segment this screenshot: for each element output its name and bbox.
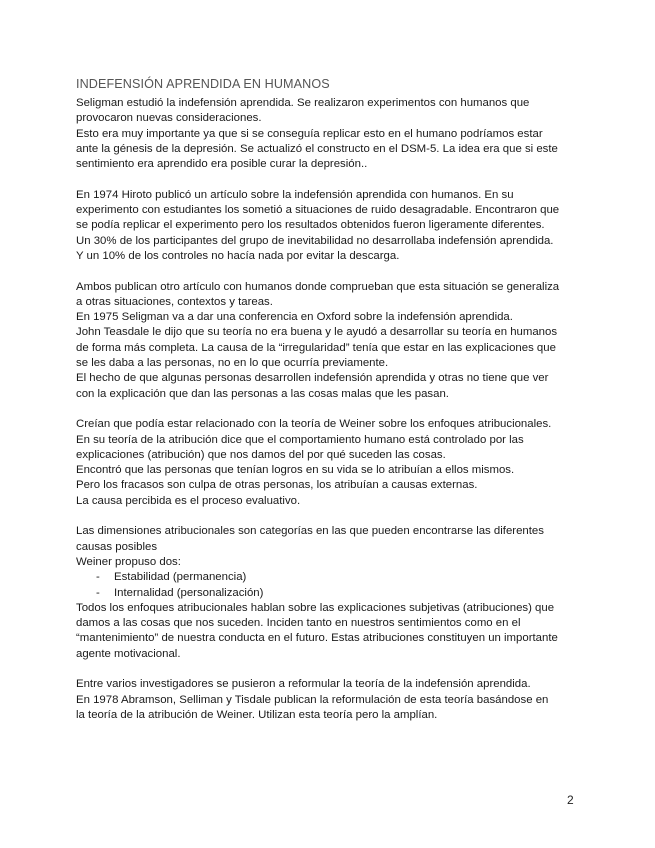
list-item-text: Estabilidad (permanencia) bbox=[114, 571, 247, 584]
paragraph-reformulation bbox=[76, 677, 581, 723]
text-line: sentimiento era aprendido era posible curar la depresión.. bbox=[76, 158, 368, 171]
bullet-dash: - bbox=[96, 571, 100, 584]
text-line: Un 30% de los participantes del grupo de inevitabilidad no desarrollaba indefensión aprendida. bbox=[76, 234, 554, 247]
text-line: “mantenimiento” de nuestra conducta en el futuro. Estas atribuciones constituyen un importante bbox=[76, 632, 558, 645]
list-item-text: Internalidad (personalización) bbox=[114, 586, 264, 599]
bullet-dash: - bbox=[96, 586, 100, 599]
text-line: Ambos publican otro artículo con humanos donde comprueban que esta situación se generaliza bbox=[76, 280, 560, 293]
paragraph-weiner bbox=[76, 417, 581, 509]
text-line: Esto era muy importante ya que si se conseguía replicar esto en el humano podríamos estar bbox=[76, 127, 543, 140]
text-line: causas posibles bbox=[76, 540, 158, 553]
text-line: agente motivacional. bbox=[76, 647, 181, 660]
text-line: Encontró que las personas que tenían logros en su vida se lo atribuían a ellos mismos. bbox=[76, 464, 515, 477]
text-line: La causa percibida es el proceso evaluativo. bbox=[76, 494, 301, 507]
paragraph-dimensions bbox=[76, 524, 581, 662]
list-item bbox=[76, 570, 581, 585]
text-line: Entre varios investigadores se pusieron a reformular la teoría de la indefensión aprendida. bbox=[76, 678, 531, 691]
text-line: El hecho de que algunas personas desarrollen indefensión aprendida y otras no tiene que ver bbox=[76, 372, 549, 385]
text-line: Pero los fracasos son culpa de otras personas, los atribuían a causas externas. bbox=[76, 479, 478, 492]
text-line: provocaron nuevas consideraciones. bbox=[76, 112, 262, 125]
text-line: Las dimensiones atribucionales son categorías en las que pueden encontrarse las diferentes bbox=[76, 525, 544, 538]
text-line: explicaciones (atribución) que nos damos del por qué suceden las cosas. bbox=[76, 448, 446, 461]
page-number: 2 bbox=[567, 793, 574, 807]
text-line: Creían que podía estar relacionado con la teoría de Weiner sobre los enfoques atribucionales. bbox=[76, 418, 552, 431]
paragraph-hiroto bbox=[76, 188, 581, 264]
list-item bbox=[76, 586, 581, 601]
paragraph-generalization bbox=[76, 280, 581, 402]
text-line: experimento con estudiantes los sometió a situaciones de ruido desagradable. Encontraron que bbox=[76, 204, 560, 217]
text-line: En su teoría de la atribución dice que el comportamiento humano está controlado por las bbox=[76, 433, 524, 446]
text-line: En 1978 Abramson, Selliman y Tisdale publican la reformulación de esta teoría basándose en bbox=[76, 693, 549, 706]
text-line: se les daba a las personas, no en lo que ocurría previamente. bbox=[76, 357, 389, 370]
text-line: Seligman estudió la indefensión aprendida. Se realizaron experimentos con humanos que bbox=[76, 97, 530, 109]
text-line: En 1974 Hiroto publicó un artículo sobre la indefensión aprendida con humanos. En su bbox=[76, 188, 514, 201]
text-line: con la explicación que dan las personas a las cosas malas que les pasan. bbox=[76, 387, 449, 400]
section-heading: INDEFENSIÓN APRENDIDA EN HUMANOS bbox=[76, 77, 330, 91]
text-line: de forma más completa. La causa de la “irregularidad” tenía que estar en las explicaciones que bbox=[76, 341, 556, 354]
text-line: En 1975 Seligman va a dar una conferencia en Oxford sobre la indefensión aprendida. bbox=[76, 311, 513, 324]
text-line: a otras situaciones, contextos y tareas. bbox=[76, 295, 273, 308]
text-line: John Teasdale le dijo que su teoría no era buena y le ayudó a desarrollar su teoría en humanos bbox=[76, 326, 558, 339]
text-line: ante la génesis de la depresión. Se actualizó el constructo en el DSM-5. La idea era que si este bbox=[76, 142, 558, 155]
page-content bbox=[76, 77, 581, 723]
text-line: la teoría de la atribución de Weiner. Utilizan esta teoría pero la amplían. bbox=[76, 708, 438, 721]
dimension-list bbox=[76, 570, 581, 601]
paragraph-intro bbox=[76, 96, 581, 172]
text-line: se podía replicar el experimento pero los resultados obtenidos fueron ligeramente diferentes. bbox=[76, 219, 545, 232]
text-line: Weiner propuso dos: bbox=[76, 555, 181, 568]
text-line: Y un 10% de los controles no hacía nada por evitar la descarga. bbox=[76, 249, 400, 262]
text-line: Todos los enfoques atribucionales hablan sobre las explicaciones subjetivas (atribuciones) que bbox=[76, 601, 555, 614]
text-line: damos a las cosas que nos suceden. Inciden tanto en nuestros sentimientos como en el bbox=[76, 617, 521, 630]
